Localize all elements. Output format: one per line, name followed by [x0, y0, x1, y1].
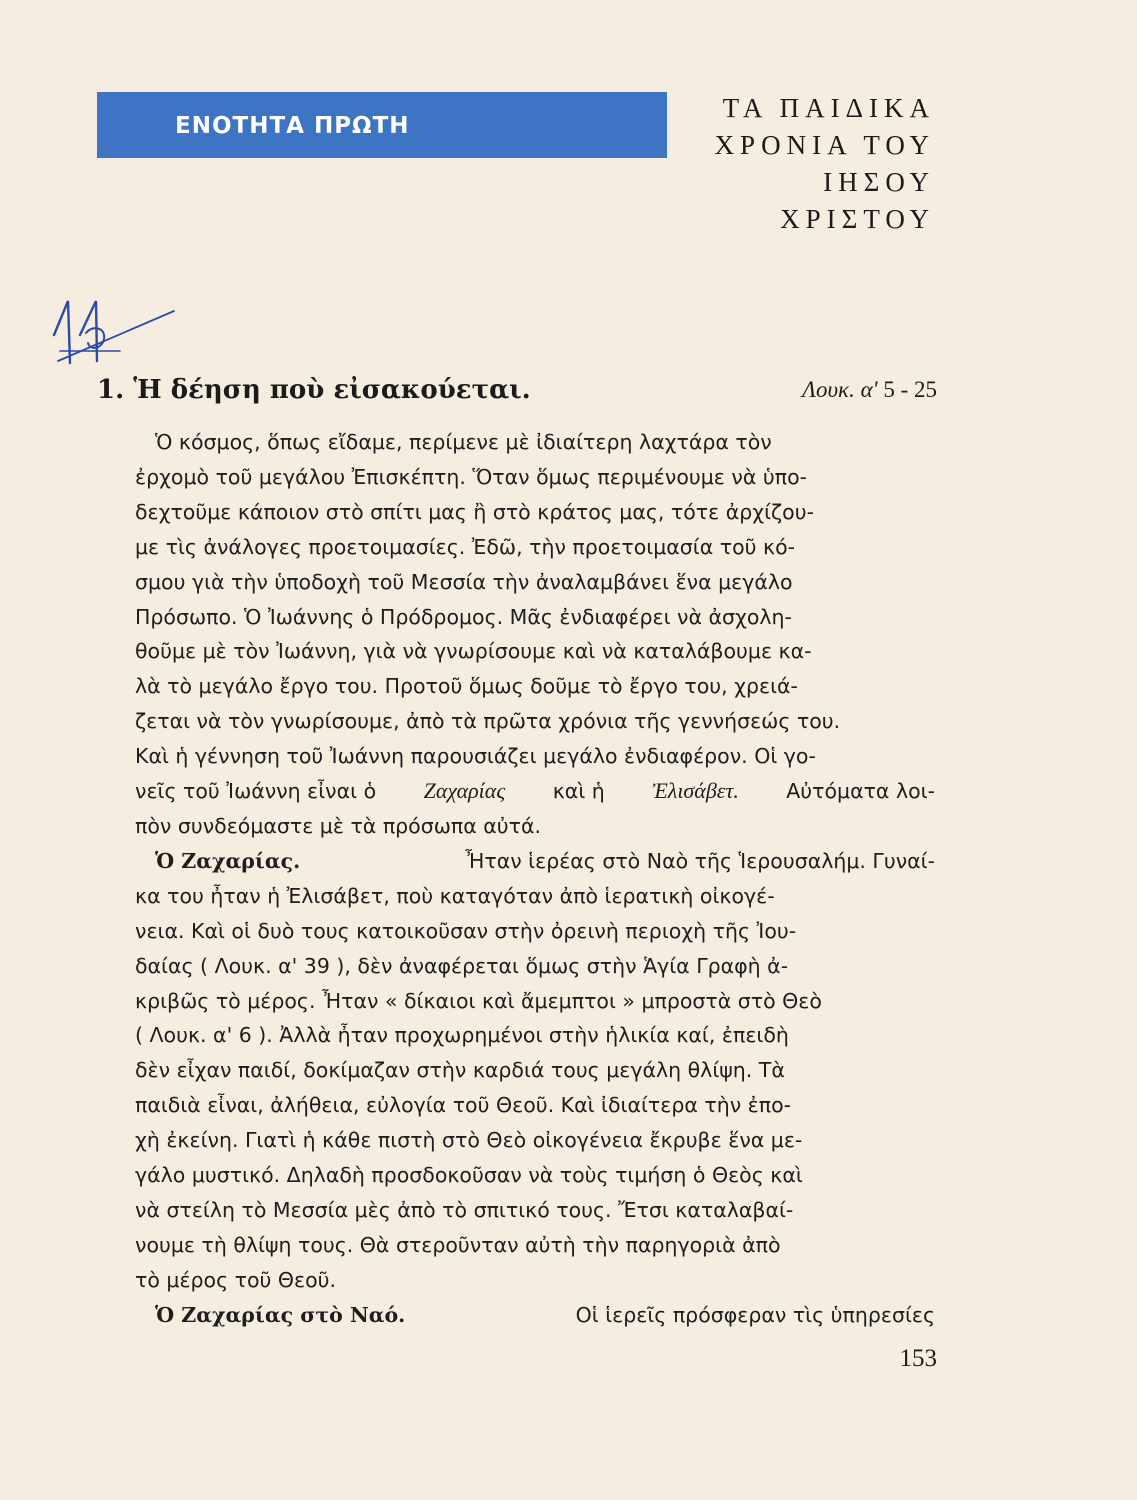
text-line: με τὶς ἀνάλογες προετοιμασίες. Ἐδῶ, τὴν προετοιμασία τοῦ κό-	[135, 534, 796, 559]
text-line: Πρόσωπο. Ὁ Ἰωάννης ὁ Πρόδρομος. Μᾶς ἐνδιαφέρει νὰ ἀσχολη-	[135, 604, 792, 629]
text-line: ἐρχομὸ τοῦ μεγάλου Ἐπισκέπτη. Ὅταν ὅμως περιμένουμε νὰ ὑπο-	[135, 464, 808, 489]
unit-title-line: ΧΡΟΝΙΑ ΤΟΥ	[714, 130, 935, 160]
text-line: κα του ἦταν ἡ Ἐλισάβετ, ποὺ καταγόταν ἀπὸ ἱερατικὴ οἰκογέ-	[135, 883, 775, 908]
text-line: νὰ στείλη τὸ Μεσσία μὲς ἀπὸ τὸ σπιτικό τους. Ἔτσι καταλαβαί-	[135, 1197, 794, 1222]
section-title: Ἡ δέηση ποὺ εἰσακούεται.	[133, 375, 531, 405]
name-zacharias: Ζαχαρίας	[423, 778, 506, 804]
name-elisabet: Ἐλισάβετ.	[652, 778, 739, 804]
text-line: πὸν συνδεόμαστε μὲ τὰ πρόσωπα αὐτά.	[135, 813, 541, 838]
text-segment: Οἱ ἱερεῖς πρόσφεραν τὶς ὑπηρεσίες	[575, 1302, 935, 1327]
unit-title-line: ΧΡΙΣΤΟΥ	[780, 204, 935, 234]
text-line: δεχτοῦμε κάποιον στὸ σπίτι μας ἢ στὸ κράτος μας, τότε ἀρχίζου-	[135, 499, 814, 524]
page-number: 153	[899, 1345, 937, 1372]
text-line: γάλο μυστικό. Δηλαδὴ προσδοκοῦσαν νὰ τοὺς τιμήση ὁ Θεὸς καὶ	[135, 1163, 803, 1188]
unit-banner	[97, 92, 667, 158]
reference-verses: 5 - 25	[883, 377, 937, 402]
handwritten-eleven-mark	[50, 295, 180, 370]
body-text	[135, 425, 935, 1333]
paragraph-1	[135, 425, 935, 844]
paragraph-2	[135, 844, 935, 1298]
text-line: δὲν εἶχαν παιδί, δοκίμαζαν στὴν καρδιά τους μεγάλη θλίψη. Τὰ	[135, 1058, 785, 1083]
unit-banner-label: ΕΝΟΤΗΤΑ ΠΡΩΤΗ	[175, 113, 410, 139]
text-segment: Ἦταν ἱερέας στὸ Ναὸ τῆς Ἱερουσαλήμ. Γυναί-	[465, 848, 935, 873]
text-line: παιδιὰ εἶναι, ἀλήθεια, εὐλογία τοῦ Θεοῦ. Καὶ ἰδιαίτερα τὴν ἐπο-	[135, 1093, 792, 1118]
text-line	[135, 774, 935, 809]
text-line: σμου γιὰ τὴν ὑποδοχὴ τοῦ Μεσσία τὴν ἀναλαμβάνει ἕνα μεγάλο	[135, 569, 793, 594]
handwritten-mark	[50, 295, 180, 374]
paragraph-lead: Ὁ Ζαχαρίας στὸ Ναό.	[155, 1302, 406, 1327]
unit-title	[690, 90, 935, 238]
text-line: κριβῶς τὸ μέρος. Ἦταν « δίκαιοι καὶ ἄμεμπτοι » μπροστὰ στὸ Θεὸ	[135, 988, 822, 1013]
text-segment: καὶ ἡ	[552, 779, 605, 804]
text-segment: νεῖς τοῦ Ἰωάννη εἶναι ὁ	[135, 779, 377, 804]
text-line: Ὁ κόσμος, ὅπως εἴδαμε, περίμενε μὲ ἰδιαίτερη λαχτάρα τὸν	[155, 430, 772, 454]
text-line: ζεται νὰ τὸν γνωρίσουμε, ἀπὸ τὰ πρῶτα χρόνια τῆς γεννήσεώς του.	[135, 709, 841, 734]
unit-title-line: ΤΑ ΠΑΙΔΙΚΑ	[722, 93, 935, 123]
text-line: ( Λουκ. α' 6 ). Ἀλλὰ ἦταν προχωρημένοι στὴν ἡλικία καί, ἐπειδὴ	[135, 1023, 789, 1048]
text-line: τὸ μέρος τοῦ Θεοῦ.	[135, 1267, 337, 1292]
section-heading-row	[97, 375, 937, 415]
section-heading	[97, 375, 531, 405]
text-line: χὴ ἐκείνη. Γιατὶ ἡ κάθε πιστὴ στὸ Θεὸ οἰκογένεια ἔκρυβε ἕνα με-	[135, 1128, 803, 1153]
section-number: 1.	[97, 375, 125, 405]
reference-book: Λουκ. α'	[802, 377, 878, 402]
text-line: νεια. Καὶ οἱ δυὸ τους κατοικοῦσαν στὴν ὀρεινὴ περιοχὴ τῆς Ἰου-	[135, 918, 797, 943]
paragraph-3	[135, 1298, 935, 1333]
paragraph-lead: Ὁ Ζαχαρίας.	[155, 848, 301, 873]
text-line: θοῦμε μὲ τὸν Ἰωάννη, γιὰ νὰ γνωρίσουμε καὶ νὰ καταλάβουμε κα-	[135, 639, 812, 664]
text-line	[135, 844, 935, 879]
text-segment: Αὐτόματα λοι-	[786, 779, 935, 804]
text-line	[135, 1298, 935, 1333]
text-line: δαίας ( Λουκ. α' 39 ), δὲν ἀναφέρεται ὅμως στὴν Ἁγία Γραφὴ ἀ-	[135, 953, 789, 978]
text-line: λὰ τὸ μεγάλο ἔργο του. Προτοῦ ὅμως δοῦμε τὸ ἔργο του, χρειά-	[135, 674, 798, 699]
text-line: νουμε τὴ θλίψη τους. Θὰ στεροῦνταν αὐτὴ τὴν παρηγοριὰ ἀπὸ	[135, 1232, 781, 1257]
scripture-reference	[802, 377, 937, 403]
text-line: Καὶ ἡ γέννηση τοῦ Ἰωάννη παρουσιάζει μεγάλο ἐνδιαφέρον. Οἱ γο-	[135, 744, 816, 769]
unit-title-line: ΙΗΣΟΥ	[823, 167, 935, 197]
